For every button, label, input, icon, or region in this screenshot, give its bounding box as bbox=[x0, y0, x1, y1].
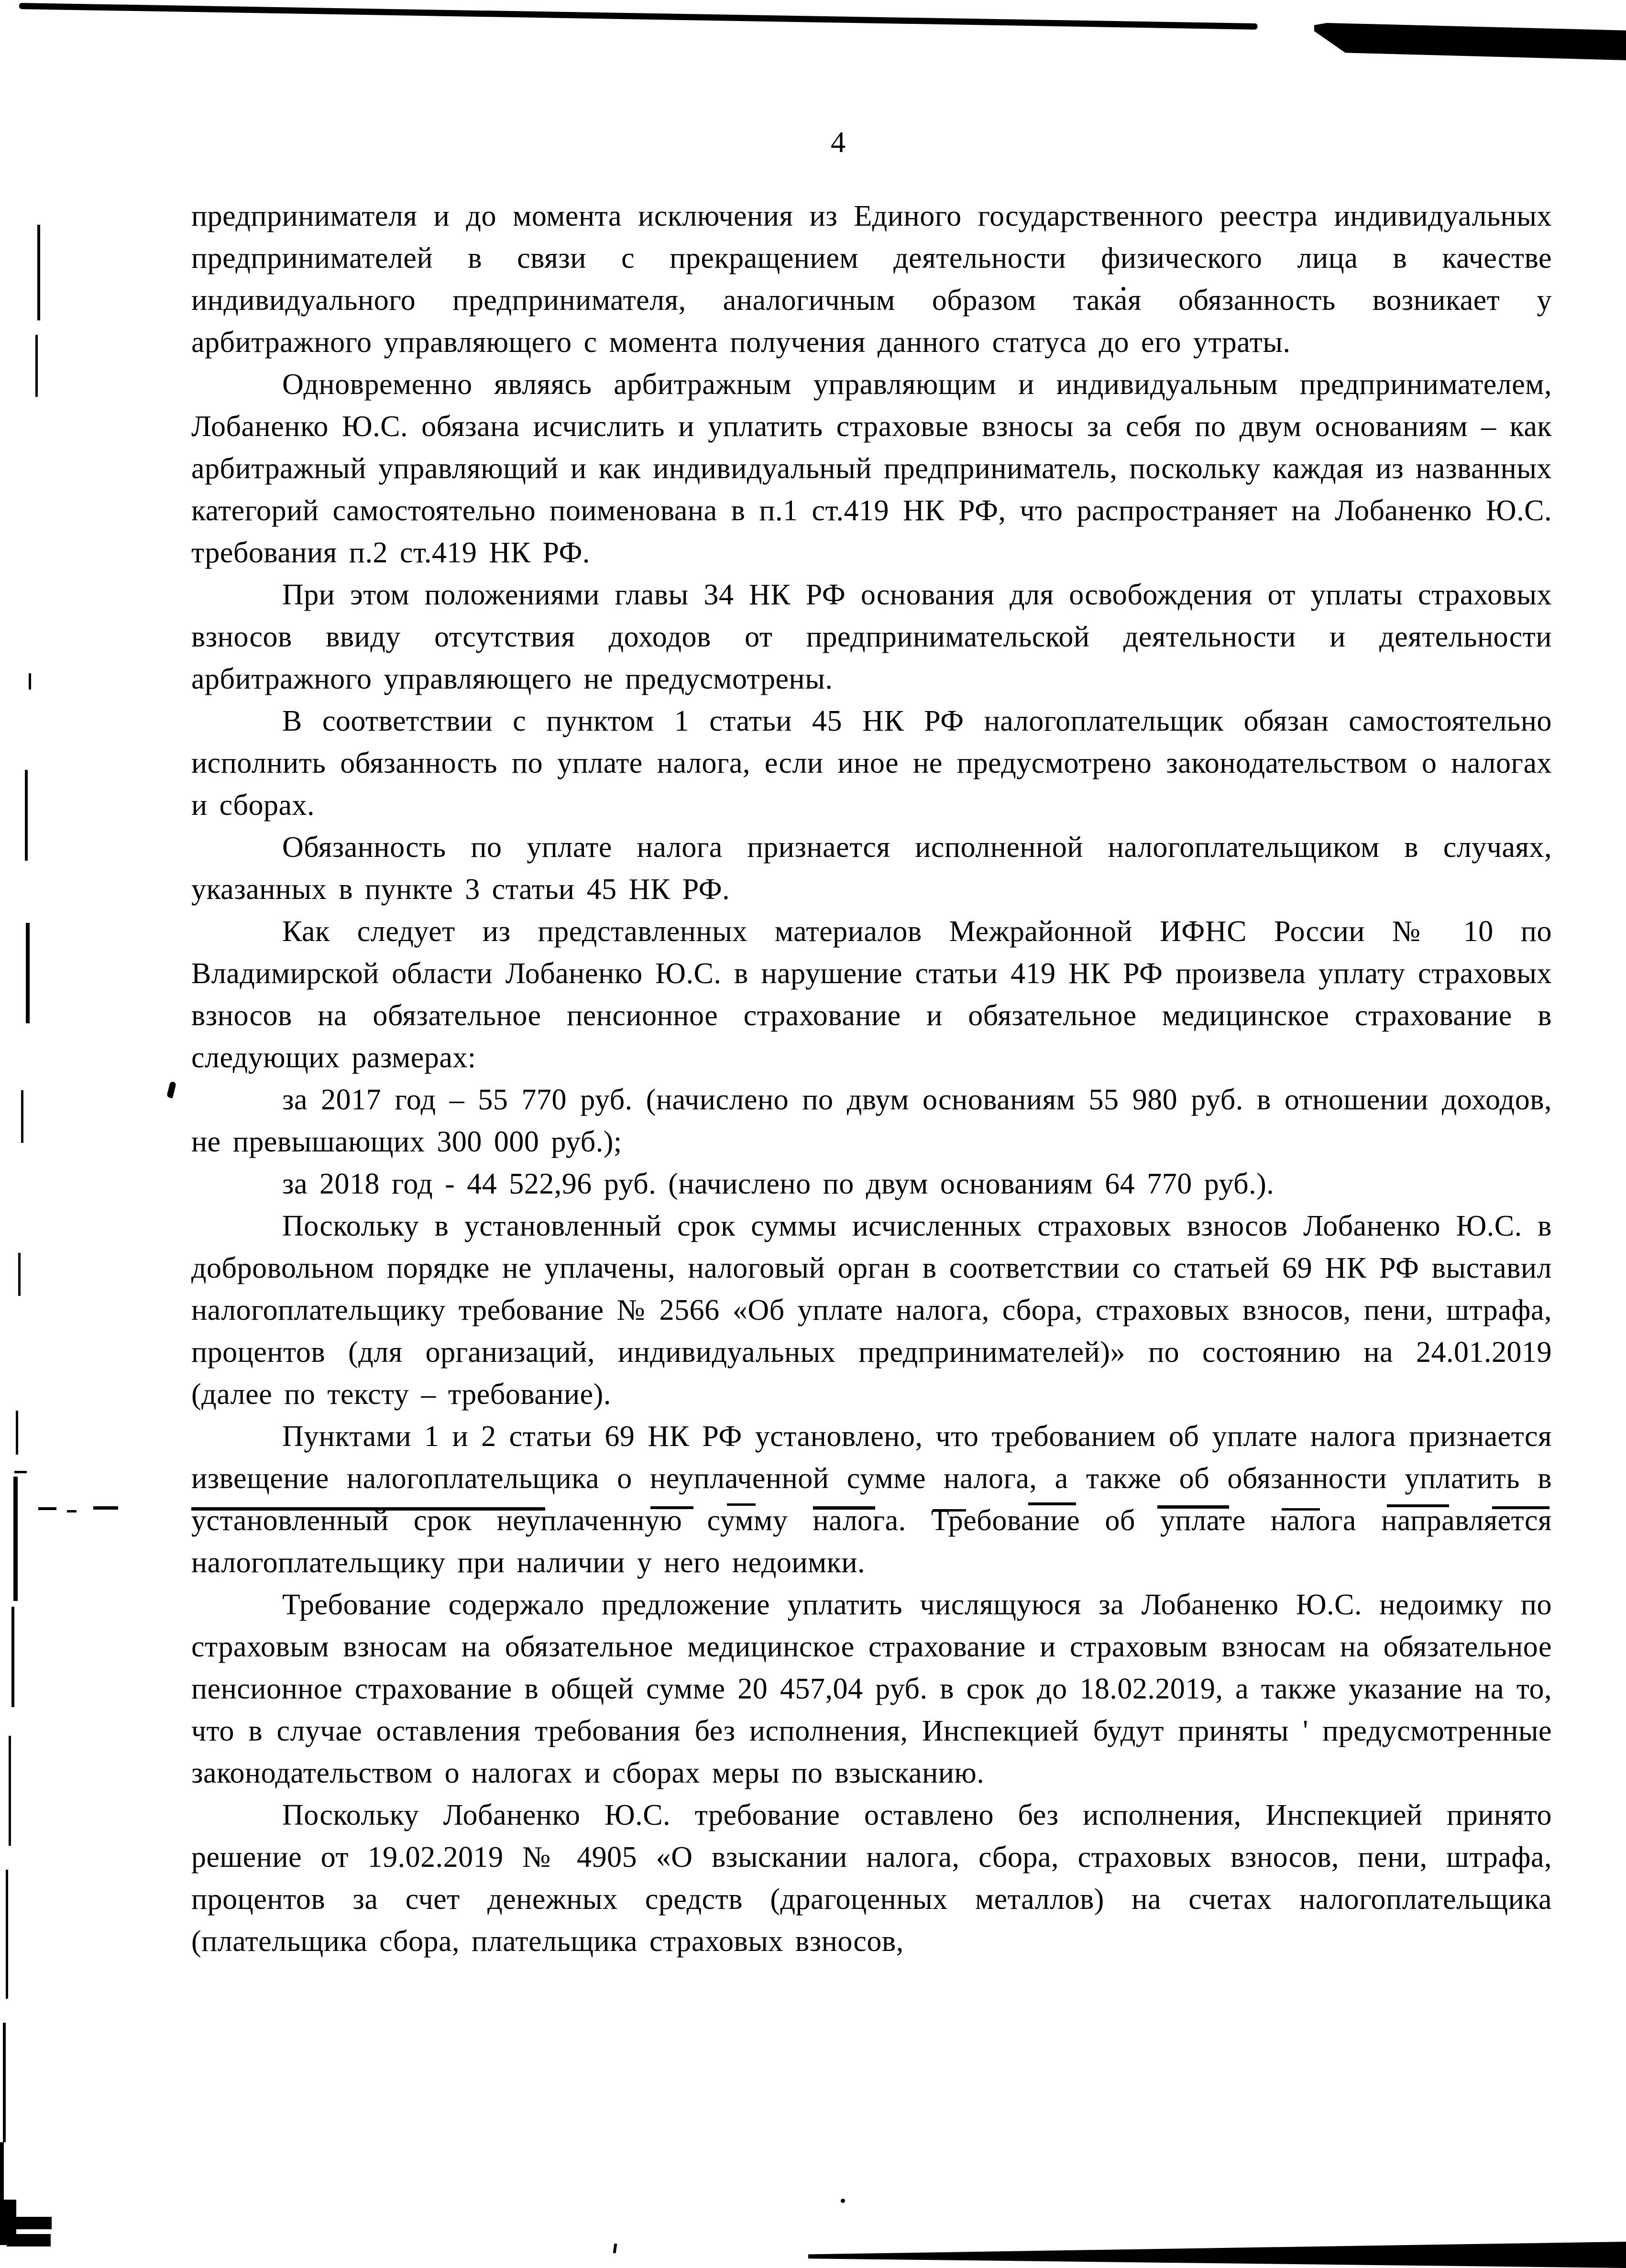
paragraph: Одновременно являясь арбитражным управляющим и индивидуальным предпринимателем, Лобаненко Ю.С. обязана исчислить и уплатить страховые взносы за себя по двум основаниям – как арбитражный управляющий и как индивидуальный предприниматель, поскольку каждая из названных категорий самостоятельно поименована в п.1 ст.419 НК РФ, что распространяет на Лобаненко Ю.С. требования п.2 ст.419 НК РФ. bbox=[191, 368, 1552, 569]
document-text-block bbox=[191, 195, 1552, 1962]
scan-artifact-top-edge-line bbox=[19, 3, 1258, 30]
scan-artifact-left-tick bbox=[26, 923, 30, 1023]
paragraph: предпринимателя и до момента исключения из Единого государственного реестра индивидуальных предпринимателей в связи с прекращением деятельности физического лица в качестве индивидуального предпринимателя, аналогичным образом такая обязанность возникает у арбитражного управляющего с момента получения данного статуса до его утраты. bbox=[191, 200, 1552, 359]
scan-artifact-left-tick bbox=[6, 1870, 8, 1999]
scan-artifact-left-tick bbox=[21, 1090, 23, 1143]
scan-artifact-dash bbox=[67, 1510, 77, 1512]
scan-artifact-left-tick bbox=[3, 2023, 6, 2142]
paragraph: Требование содержало предложение уплатить числящуюся за Лобаненко Ю.С. недоимку по страховым взносам на обязательное медицинское страхование и страховым взносам на обязательное пенсионное страхование в общей сумме 20 457,04 руб. в срок до 18.02.2019, а также указание на то, что в случае оставления требования без исполнения, Инспекцией будут приняты ' предусмотренные законодательством о налогах и сборах меры по взысканию. bbox=[191, 1589, 1552, 1789]
paragraph: Поскольку в установленный срок суммы исчисленных страховых взносов Лобаненко Ю.С. в добровольном порядке не уплачены, налоговый орган в соответствии со статьей 69 НК РФ выставил налогоплательщику требование № 2566 «Об уплате налога, сбора, страховых взносов, пени, штрафа, процентов (для организаций, индивидуальных предпринимателей)» по состоянию на 24.01.2019 (далее по тексту – требование). bbox=[191, 1210, 1552, 1411]
scan-artifact-dash bbox=[93, 1506, 118, 1510]
scan-artifact-left-tick bbox=[9, 1736, 11, 1846]
scan-artifact-speck bbox=[841, 2199, 845, 2203]
scan-artifact-dash bbox=[14, 1471, 27, 1473]
paragraph: В соответствии с пунктом 1 статьи 45 НК РФ налогоплательщик обязан самостоятельно исполнить обязанность по уплате налога, если иное не предусмотрено законодательством о налогах и сборах. bbox=[191, 705, 1552, 822]
scan-artifact-left-tick bbox=[29, 673, 31, 690]
scan-artifact-left-tick bbox=[37, 225, 40, 320]
paragraph: Обязанность по уплате налога признается исполненной налогоплательщиком в случаях, указанных в пункте 3 статьи 45 НК РФ. bbox=[191, 831, 1552, 906]
paragraph: за 2017 год – 55 770 руб. (начислено по двум основаниям 55 980 руб. в отношении доходов, не превышающих 300 000 руб.); bbox=[191, 1084, 1552, 1158]
scan-artifact-left-tick bbox=[11, 1607, 14, 1707]
scan-artifact-bottom-left-blob bbox=[4, 2217, 52, 2229]
scan-artifact-bottom-left-blob bbox=[7, 2234, 51, 2246]
scan-artifact-comma-mark bbox=[166, 1081, 176, 1098]
scan-artifact-speck bbox=[613, 2244, 617, 2254]
scan-artifact-left-tick bbox=[16, 1411, 18, 1455]
scan-artifact-top-right-wedge bbox=[1314, 23, 1626, 60]
scan-artifact-left-tick bbox=[25, 770, 28, 861]
scan-artifact-dash bbox=[38, 1507, 56, 1510]
paragraph: При этом положениями главы 34 НК РФ основания для освобождения от уплаты страховых взносов ввиду отсутствия доходов от предпринимательской деятельности и деятельности арбитражного управляющего не предусмотрены. bbox=[191, 579, 1552, 695]
page-number: 4 bbox=[831, 126, 846, 159]
scan-artifact-left-tick bbox=[18, 1253, 21, 1296]
paragraph: Пунктами 1 и 2 статьи 69 НК РФ установлено, что требованием об уплате налога признается извещение налогоплательщика о неуплаченной сумме налога, а также об обязанности уплатить в установленный срок неуплаченную сумму налога. Требование об уплате налога направляется налогоплательщику при наличии у него недоимки. bbox=[191, 1420, 1552, 1579]
paragraph: Поскольку Лобаненко Ю.С. требование оставлено без исполнения, Инспекцией принято решение от 19.02.2019 № 4905 «О взыскании налога, сбора, страховых взносов, пени, штрафа, процентов за счет денежных средств (драгоценных металлов) на счетах налогоплательщика (плательщика сбора, плательщика страховых взносов, bbox=[191, 1799, 1552, 1958]
scan-artifact-bottom-right-wedge bbox=[808, 2242, 1626, 2268]
scan-artifact-left-tick bbox=[35, 335, 38, 397]
scan-artifact-left-tick bbox=[13, 1477, 18, 1601]
paragraph: за 2018 год - 44 522,96 руб. (начислено по двум основаниям 64 770 руб.). bbox=[282, 1168, 1274, 1200]
paragraph: Как следует из представленных материалов Межрайонной ИФНС России № 10 по Владимирской области Лобаненко Ю.С. в нарушение статьи 419 НК РФ произвела уплату страховых взносов на обязательное пенсионное страхование и обязательное медицинское страхование в следующих размерах: bbox=[191, 915, 1552, 1074]
